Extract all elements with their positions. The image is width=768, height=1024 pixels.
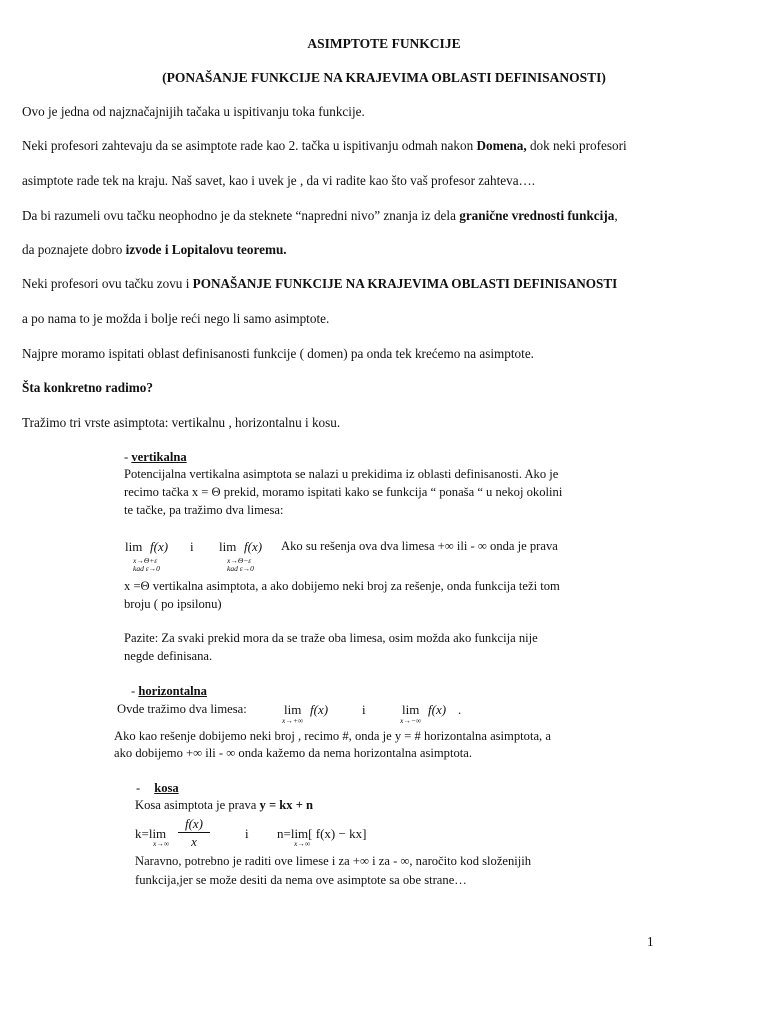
page-title: ASIMPTOTE FUNKCIJE	[307, 36, 461, 51]
fraction-fx-over-x	[178, 816, 210, 850]
vertical-text-line: Pazite: Za svaki prekid mora da se traže oba limesa, osim možda ako funkcija nije	[124, 631, 538, 645]
conjunction: i	[190, 539, 194, 554]
heading-horizontalna: horizontalna	[138, 684, 207, 698]
lim-operator: lim	[219, 539, 237, 554]
bold-formula: y = kx + n	[259, 798, 314, 812]
text-run: Neki profesori ovu tačku zovu i	[22, 276, 193, 291]
limit-subscript: x→+∞	[282, 716, 304, 725]
vertical-text-line: te tačke, pa tražimo dva limesa:	[124, 503, 284, 517]
text-run: da poznajete dobro	[22, 242, 126, 257]
lim-operator: lim	[125, 539, 143, 554]
paragraph-intro: Ovo je jedna od najznačajnijih tačaka u ispitivanju toka funkcije.	[22, 104, 365, 119]
function-fx: f(x)	[428, 702, 447, 717]
conjunction: i	[362, 702, 366, 717]
list-dash: -	[124, 450, 132, 464]
limit-subscript: kad ε→0	[133, 564, 160, 573]
paragraph-line: Tražimo tri vrste asimptota: vertikalnu , horizontalnu i kosu.	[22, 415, 341, 430]
text-run: Kosa asimptota je prava	[135, 798, 260, 812]
vertical-text-line: Potencijalna vertikalna asimptota se nalazi u prekidima iz oblasti definisanosti. Ako je	[124, 467, 559, 481]
vertical-heading	[124, 450, 187, 465]
period: .	[458, 702, 462, 717]
paragraph-line	[22, 276, 617, 292]
vertical-text-line: recimo tačka x = Θ prekid, moramo ispitati kako se funkcija “ ponaša “ u nekoj okolini	[124, 485, 563, 499]
limit-subscript: x→∞	[153, 839, 170, 848]
oblique-heading	[136, 781, 179, 796]
horizontal-text-line: ako dobijemo +∞ ili - ∞ onda kažemo da nema horizontalna asimptota.	[114, 746, 472, 760]
text-run: dok neki profesori	[526, 138, 627, 153]
list-dash: -	[136, 781, 141, 795]
heading-vertikalna: vertikalna	[131, 450, 187, 464]
bold-text: PONAŠANJE FUNKCIJE NA KRAJEVIMA OBLASTI DEFINISANOSTI	[192, 276, 618, 291]
oblique-text-line: funkcija,jer se može desiti da nema ove asimptote sa obe strane…	[135, 873, 467, 887]
paragraph-line: asimptote rade tek na kraju. Naš savet, kao i uvek je , da vi radite kao što vaš profesor zahteva….	[22, 173, 536, 188]
text-run: Da bi razumeli ovu tačku neophodno je da steknete “napredni nivo” znanja iz dela	[22, 208, 460, 223]
limit-subscript: x→−∞	[400, 716, 422, 725]
heading-kosa: kosa	[154, 781, 179, 795]
limit-subscript: x→∞	[294, 839, 311, 848]
paragraph-line	[22, 208, 618, 224]
function-fx: f(x)	[150, 539, 169, 554]
horizontal-heading	[131, 684, 207, 699]
bold-text: izvode i Lopitalovu teoremu.	[125, 242, 287, 257]
horizontal-text-line: Ako kao rešenje dobijemo neki broj , recimo #, onda je y = # horizontalna asimptota, a	[114, 729, 551, 743]
paragraph-line: Najpre moramo ispitati oblast definisanosti funkcije ( domen) pa onda tek krećemo na asimptote.	[22, 346, 534, 361]
vertical-text-line: broju ( po ipsilonu)	[124, 597, 222, 611]
page-subtitle: (PONAŠANJE FUNKCIJE NA KRAJEVIMA OBLASTI DEFINISANOSTI)	[162, 70, 606, 85]
lim-operator: lim	[284, 702, 302, 717]
conjunction: i	[245, 826, 249, 841]
oblique-text-line	[135, 798, 313, 813]
limit-subscript: x→Θ+ε	[133, 556, 158, 565]
formula-k: k=lim	[135, 826, 167, 841]
vertical-text-line: negde definisana.	[124, 649, 213, 663]
page-number: 1	[647, 934, 654, 949]
paragraph-line: a po nama to je možda i bolje reći nego li samo asimptote.	[22, 311, 330, 326]
bold-text: Domena,	[476, 138, 527, 153]
bold-text: granične vrednosti funkcija	[459, 208, 615, 223]
horizontal-intro: Ovde tražimo dva limesa:	[117, 702, 247, 716]
fraction-numerator: f(x)	[184, 816, 204, 831]
function-fx: f(x)	[244, 539, 263, 554]
vertical-text-line: x =Θ vertikalna asimptota, a ako dobijemo neki broj za rešenje, onda funkcija teži tom	[124, 579, 560, 593]
text-run: ,	[614, 208, 618, 223]
limit-subscript: kad ε→0	[227, 564, 254, 573]
formula-n: n=lim[ f(x) − kx]	[277, 826, 367, 841]
lim-operator: lim	[402, 702, 420, 717]
limit-subscript: x→Θ−ε	[227, 556, 252, 565]
function-fx: f(x)	[310, 702, 329, 717]
paragraph-line	[22, 242, 287, 258]
oblique-text-line: Naravno, potrebno je raditi ove limese i za +∞ i za - ∞, naročito kod složenijih	[135, 854, 532, 868]
section-question: Šta konkretno radimo?	[22, 380, 153, 395]
list-dash: -	[131, 684, 139, 698]
vertical-text-line: Ako su rešenja ova dva limesa +∞ ili - ∞ onda je prava	[281, 539, 558, 553]
fraction-denominator: x	[178, 832, 210, 850]
paragraph-line	[22, 138, 627, 154]
text-run: Neki profesori zahtevaju da se asimptote rade kao 2. tačka u ispitivanju odmah nakon	[22, 138, 477, 153]
